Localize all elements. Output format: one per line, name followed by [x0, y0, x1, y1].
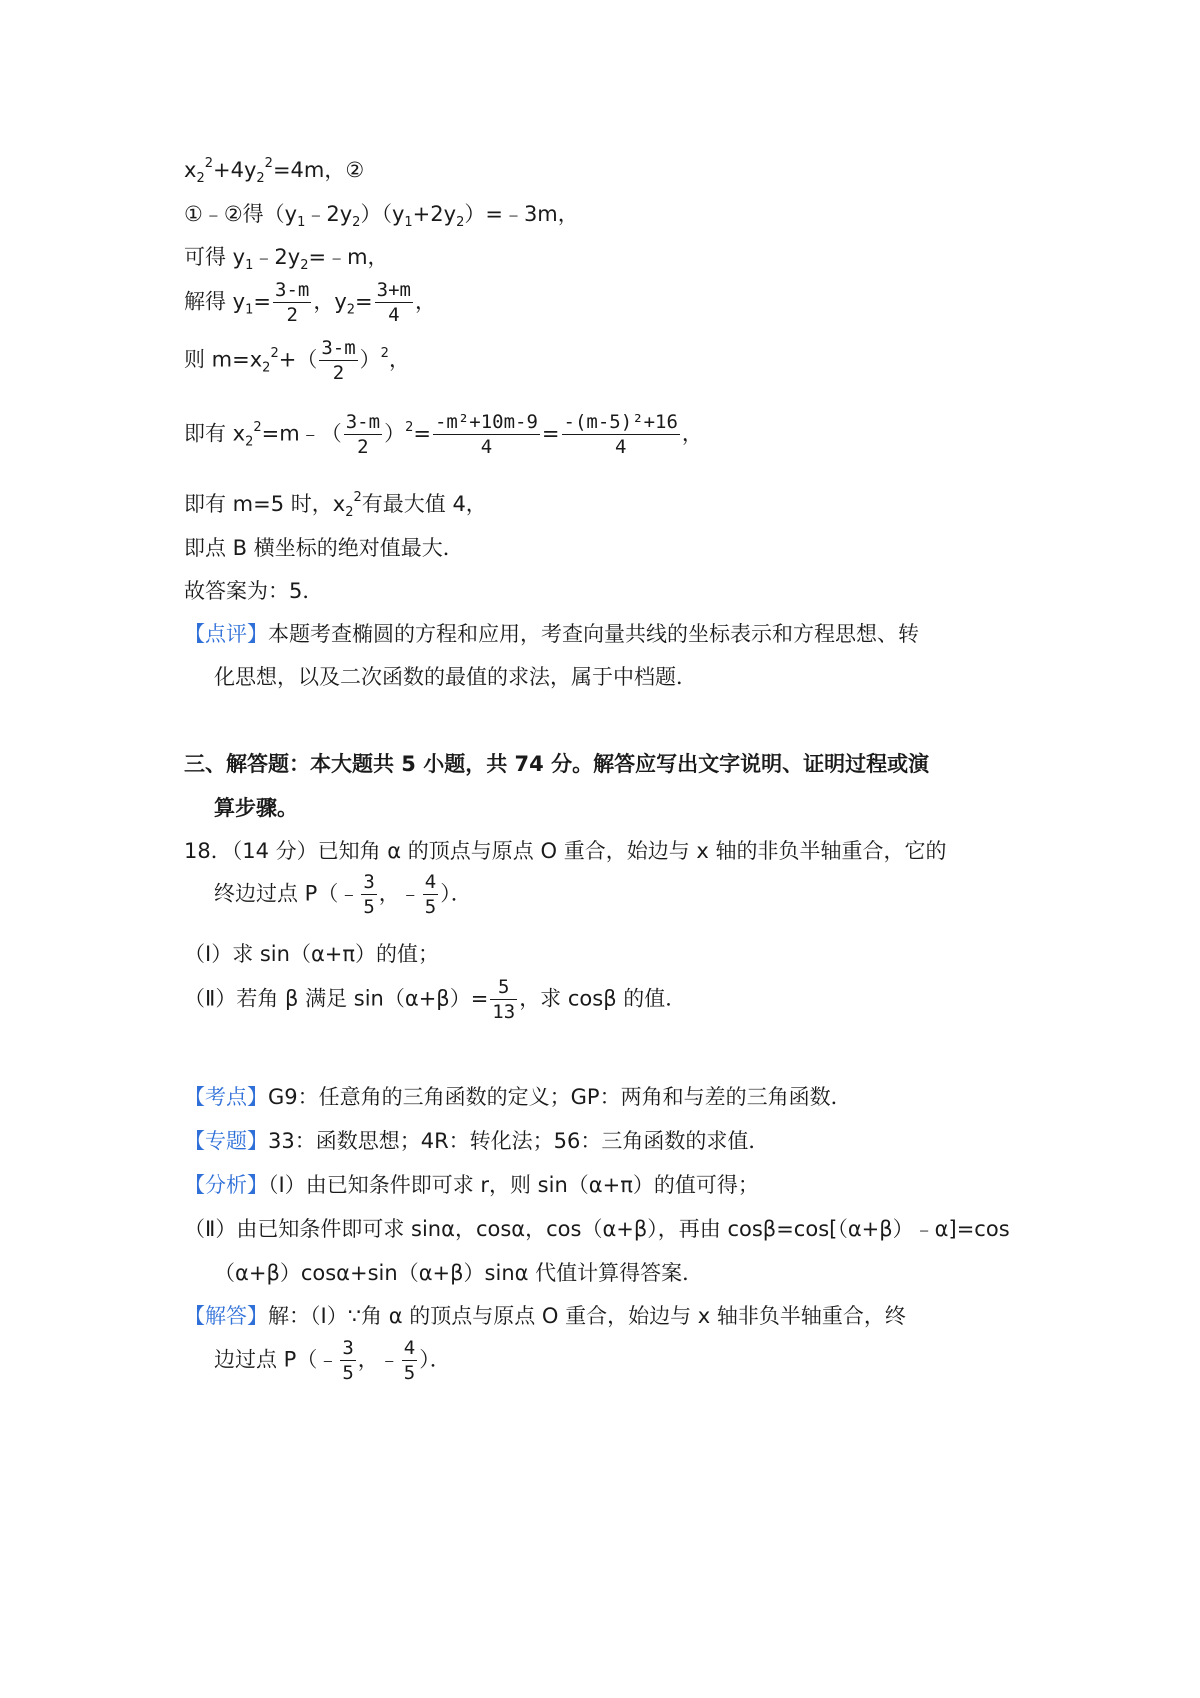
fraction: [562, 410, 680, 459]
denominator: 2: [357, 436, 369, 458]
fraction: [344, 410, 382, 459]
fraction: [490, 975, 517, 1024]
equation-line-2: [184, 156, 365, 187]
denominator: 4: [614, 436, 627, 458]
denominator: 2: [286, 304, 298, 326]
denominator: 4: [480, 436, 493, 458]
question-18-point: [214, 870, 472, 919]
solution-tag: 【解答】: [184, 1304, 268, 1328]
answer-line: [184, 577, 323, 605]
text: ，求 cosβ 的值．: [519, 986, 687, 1011]
text: 三、解答题：本大题共 5 小题，共 74 分。解答应写出文字说明、证明过程或演: [184, 752, 930, 776]
text: （Ⅰ）由已知条件即可求 r，则 sin（α+π）的值可得；: [268, 1173, 759, 1197]
text: x: [184, 158, 197, 182]
text: +（: [278, 347, 318, 372]
text: =m﹣（: [261, 421, 342, 446]
text: ，﹣: [357, 1347, 400, 1372]
fraction: [340, 1336, 355, 1385]
text: ，: [388, 347, 410, 372]
text: ）（y: [360, 202, 405, 226]
text: （Ⅱ）若角 β 满足 sin（α+β）=: [184, 986, 489, 1011]
text: 终边过点 P（﹣: [214, 881, 360, 906]
subscript: 2: [256, 171, 265, 187]
analysis-line-2-cont: [214, 1259, 703, 1287]
derive-line: [184, 243, 389, 274]
text: ，﹣: [378, 881, 421, 906]
subscript: 2: [262, 360, 271, 376]
subscript: 1: [404, 215, 413, 231]
topic-line: [184, 1127, 769, 1155]
m-equation-line: [184, 336, 410, 385]
text: 边过点 P（﹣: [214, 1347, 339, 1372]
text: 化思想，以及二次函数的最值的求法，属于中档题．: [214, 665, 697, 689]
text: 可得 y: [184, 245, 246, 269]
text: ①﹣②得（y: [184, 202, 298, 226]
text: =: [541, 421, 560, 446]
comment-line-cont: [214, 663, 697, 691]
numerator: 3-m: [321, 337, 356, 359]
text: 则 m=x: [184, 347, 263, 372]
text: （Ⅰ）求 sin（α+π）的值；: [184, 942, 440, 966]
knowledge-tag: 【考点】: [184, 1085, 268, 1109]
text: 算步骤。: [214, 796, 298, 820]
subscript: 1: [245, 258, 254, 274]
text: 33：函数思想；4R：转化法；56：三角函数的求值．: [268, 1129, 770, 1153]
subscript: 1: [245, 302, 254, 318]
text: +2y: [412, 202, 457, 226]
text: ）．: [419, 1347, 451, 1372]
knowledge-point-line: [184, 1083, 852, 1111]
text: 本题考查椭圆的方程和应用，考查向量共线的坐标表示和方程思想、转: [268, 622, 919, 646]
conclusion-line: [184, 534, 464, 562]
fraction: [402, 1336, 417, 1385]
text: ﹣2y: [305, 202, 353, 226]
comment-tag: 【点评】: [184, 622, 268, 646]
numerator: 3: [342, 1337, 354, 1359]
text: 即点 B 横坐标的绝对值最大．: [184, 536, 464, 560]
subscript: 2: [300, 258, 309, 274]
numerator: 4: [403, 1337, 416, 1359]
text: 故答案为：5．: [184, 579, 324, 603]
numerator: 3+m: [376, 279, 411, 301]
text: =: [253, 289, 271, 314]
fraction: [375, 278, 413, 327]
subtract-line: [184, 200, 579, 231]
solution-line-cont: [214, 1336, 451, 1385]
fraction: [433, 410, 540, 459]
superscript: 2: [405, 419, 414, 435]
text: ）=﹣3m，: [464, 202, 579, 226]
denominator: 5: [403, 1362, 416, 1384]
max-value-line: [184, 490, 487, 521]
numerator: 3-m: [275, 279, 310, 301]
fraction: [361, 870, 376, 919]
section-heading-cont: [214, 794, 298, 822]
numerator: -m²+10m-9: [434, 411, 538, 433]
denominator: 13: [492, 1001, 516, 1023]
numerator: 3-m: [345, 411, 381, 433]
numerator: 4: [424, 871, 437, 893]
text: ）．: [440, 881, 472, 906]
x-squared-line: [184, 410, 703, 459]
question-part-2: [184, 975, 686, 1024]
denominator: 5: [342, 1362, 354, 1384]
denominator: 5: [424, 896, 437, 918]
text: =4m，②: [272, 158, 365, 182]
superscript: 2: [380, 345, 389, 361]
text: +4y: [213, 158, 257, 182]
solution-line: [184, 1302, 906, 1330]
superscript: 2: [253, 419, 262, 435]
text: =﹣m，: [308, 245, 389, 269]
comment-line: [184, 620, 919, 648]
question-18: [184, 837, 946, 865]
text: 18．（14 分）已知角 α 的顶点与原点 O 重合，始边与 x 轴的非负半轴重合，它的: [184, 839, 947, 863]
text: ）: [359, 347, 381, 372]
text: 解：（Ⅰ）∵角 α 的顶点与原点 O 重合，始边与 x 轴非负半轴重合，终: [268, 1304, 906, 1328]
superscript: 2: [270, 345, 279, 361]
superscript: 2: [264, 156, 273, 171]
topic-tag: 【专题】: [184, 1129, 268, 1153]
fraction: [273, 278, 311, 327]
subscript: 2: [352, 215, 361, 231]
fraction: [319, 336, 357, 385]
subscript: 1: [297, 215, 306, 231]
text: 即有 m=5 时，x: [184, 492, 346, 516]
denominator: 5: [363, 896, 375, 918]
subscript: 2: [346, 302, 356, 318]
text: =: [413, 421, 431, 446]
numerator: 3: [363, 871, 375, 893]
text: ，: [681, 421, 703, 446]
denominator: 4: [388, 304, 400, 326]
section-heading: [184, 750, 929, 778]
text: ﹣2y: [253, 245, 301, 269]
subscript: 2: [196, 171, 205, 187]
solve-line: [184, 278, 436, 327]
text: （Ⅱ）由已知条件即可求 sinα，cosα，cos（α+β），再由 cosβ=cos[（α+β）﹣α]=cos: [184, 1217, 1010, 1241]
analysis-line: [184, 1171, 759, 1199]
text: ，y: [313, 289, 347, 314]
numerator: -(m-5)²+16: [563, 411, 678, 433]
analysis-line-2: [184, 1215, 1010, 1243]
text: =: [355, 289, 373, 314]
question-part-1: [184, 940, 439, 968]
analysis-tag: 【分析】: [184, 1173, 268, 1197]
text: ）: [384, 421, 406, 446]
superscript: 2: [204, 156, 213, 171]
text: 解得 y: [184, 289, 246, 314]
subscript: 2: [245, 434, 254, 450]
text: 即有 x: [184, 421, 246, 446]
text: 有最大值 4，: [361, 492, 487, 516]
numerator: 5: [490, 975, 517, 1000]
subscript: 2: [456, 215, 465, 231]
fraction: [423, 870, 438, 919]
subscript: 2: [345, 505, 354, 521]
text: G9：任意角的三角函数的定义；GP：两角和与差的三角函数．: [268, 1085, 852, 1109]
text: （α+β）cosα+sin（α+β）sinα 代值计算得答案．: [214, 1261, 704, 1285]
text: ，: [414, 289, 436, 314]
denominator: 2: [332, 362, 345, 384]
superscript: 2: [353, 490, 362, 505]
